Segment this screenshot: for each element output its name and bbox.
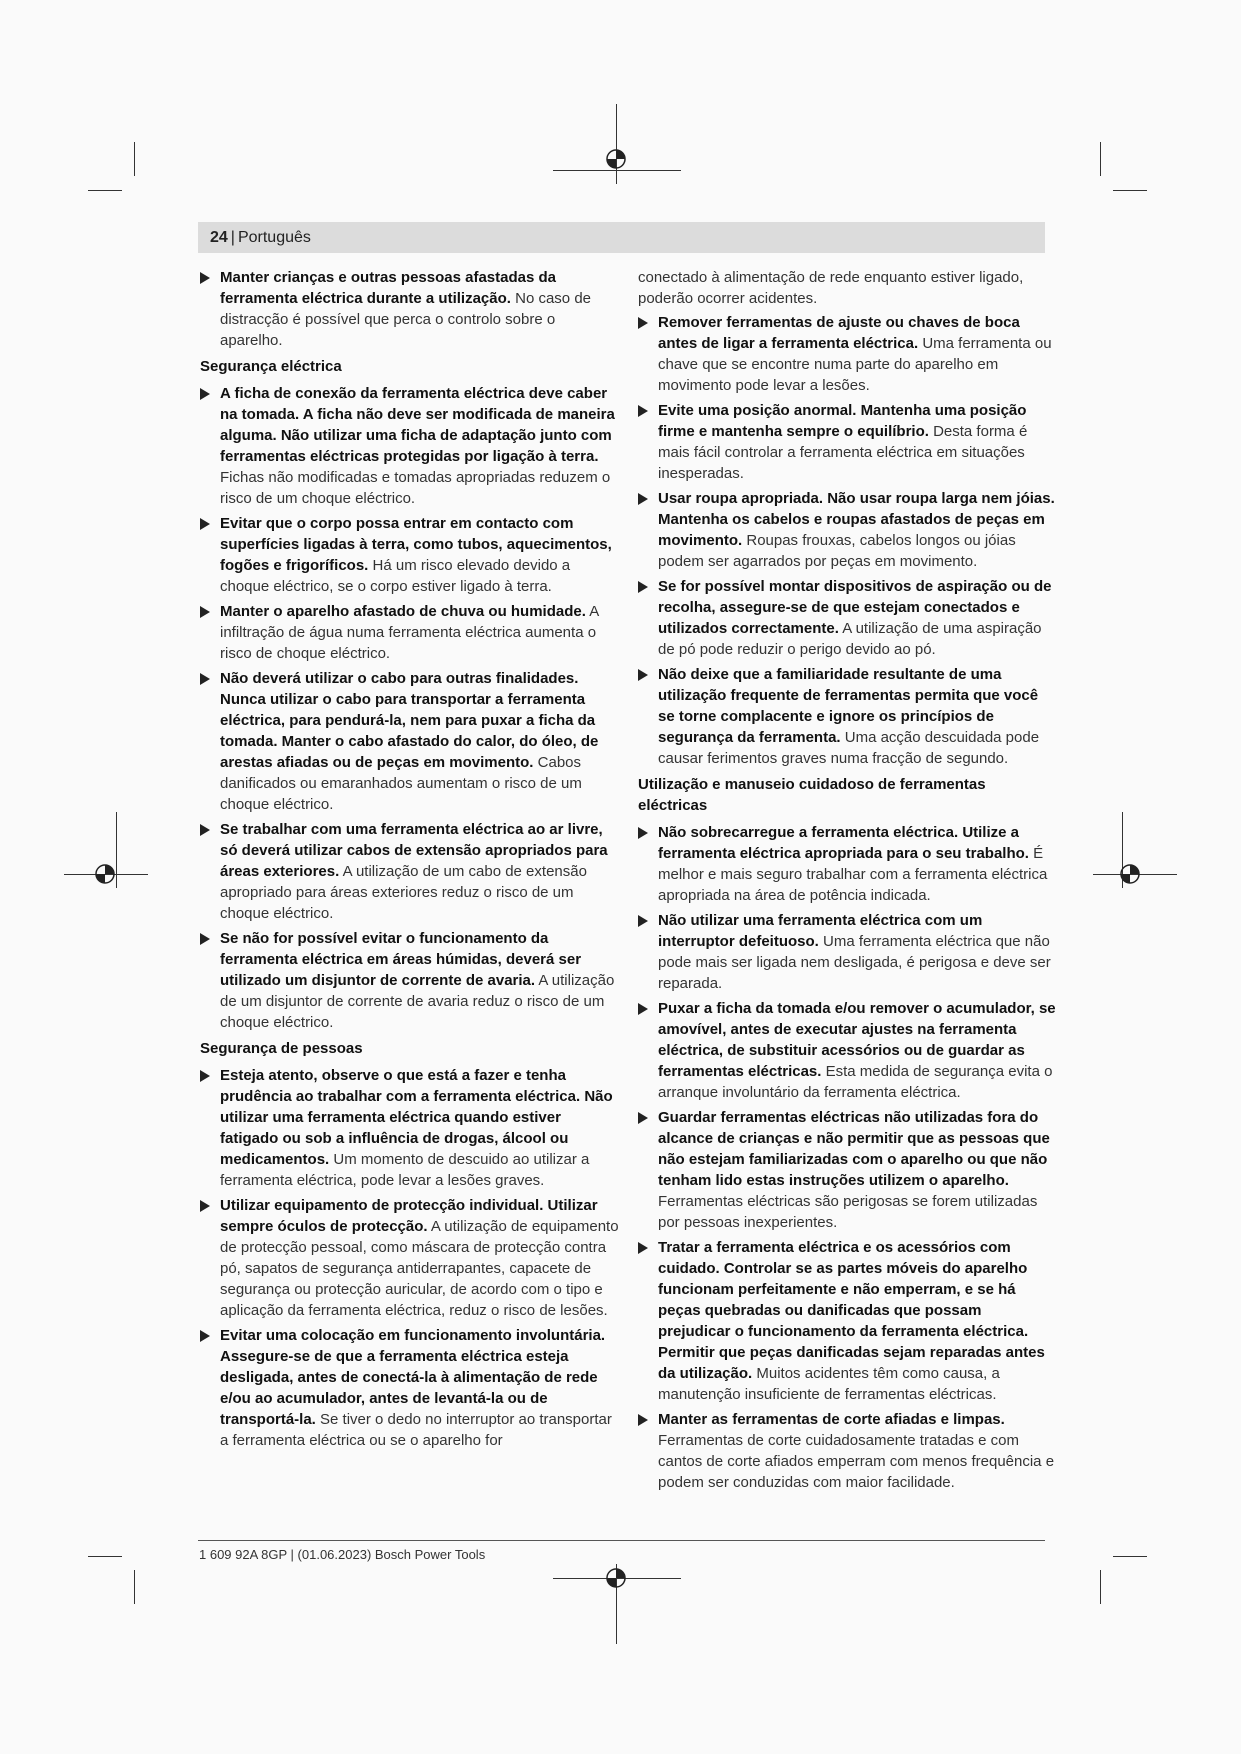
instruction-explanation: É melhor e mais seguro trabalhar com a ferramenta eléctrica apropriada na área de potência indicada. [658,845,1048,904]
page-header [198,222,1045,253]
bullet-arrow-icon [638,915,648,927]
right-column [638,267,1056,1497]
instruction-bold: Manter crianças e outras pessoas afastadas da ferramenta eléctrica durante a utilização. [220,269,556,307]
instruction-bold: Não sobrecarregue a ferramenta eléctrica. Utilize a ferramenta eléctrica apropriada para o seu trabalho. [658,824,1029,862]
registration-mark-icon [1119,863,1141,885]
bullet-arrow-icon [638,317,648,329]
safety-item [200,1195,620,1321]
instruction-bold: A ficha de conexão da ferramenta eléctrica deve caber na tomada. A ficha não deve ser modificada de maneira alguma. Não utilizar uma ficha de adaptação junto com ferramentas eléctricas protegidas por ligação à terra. [220,385,615,465]
safety-item [638,1237,1056,1405]
instruction-bold: Manter as ferramentas de corte afiadas e limpas. [658,1411,1005,1428]
page-number: 24 [210,229,228,246]
instruction-explanation: Se tiver o dedo no interruptor ao transportar a ferramenta eléctrica ou se o aparelho for [220,1411,612,1449]
instruction-explanation: A infiltração de água numa ferramenta eléctrica aumenta o risco de choque eléctrico. [220,603,599,662]
safety-item [638,400,1056,484]
bullet-arrow-icon [200,1070,210,1082]
registration-mark-icon [94,863,116,885]
crop-mark [88,190,122,191]
bullet-arrow-icon [638,1414,648,1426]
instruction-explanation: Esta medida de segurança evita o arranque involuntário da ferramenta eléctrica. [658,1063,1053,1101]
crop-mark [134,142,135,176]
footer-rule [198,1540,1045,1541]
bullet-arrow-icon [200,518,210,530]
instruction-bold: Não deverá utilizar o cabo para outras finalidades. Nunca utilizar o cabo para transportar a ferramenta eléctrica, para pendurá-la, nem para puxar a ficha da tomada. Manter o cabo afastado do calor, do óleo, de arestas afiadas ou de peças em movimento. [220,670,599,771]
instruction-bold: Guardar ferramentas eléctricas não utilizadas fora do alcance de crianças e não permitir que as pessoas que não estejam familiarizadas com o aparelho ou que não tenham lido estas instruções utilizem o aparelho. [658,1109,1050,1189]
instruction-bold: Usar roupa apropriada. Não usar roupa larga nem jóias. Mantenha os cabelos e roupas afastados de peças em movimento. [658,490,1055,549]
continued-text: conectado à alimentação de rede enquanto estiver ligado, poderão ocorrer acidentes. [638,269,1024,307]
instruction-explanation: A utilização de um cabo de extensão apropriado para áreas exteriores reduz o risco de um choque eléctrico. [220,863,587,922]
safety-item [638,664,1056,769]
bullet-arrow-icon [638,493,648,505]
instruction-explanation: Fichas não modificadas e tomadas apropriadas reduzem o risco de um choque eléctrico. [220,469,611,507]
registration-line [616,104,617,184]
safety-item [638,822,1056,906]
instruction-explanation: A utilização de um disjuntor de corrente de avaria reduz o risco de um choque eléctrico. [220,972,615,1031]
crop-mark [1113,1556,1147,1557]
crop-mark [1113,190,1147,191]
instruction-explanation: Uma acção descuidada pode causar ferimentos graves numa fracção de segundo. [658,729,1040,767]
safety-item [200,513,620,597]
instruction-explanation: Um momento de descuido ao utilizar a ferramenta eléctrica, pode levar a lesões graves. [220,1151,590,1189]
instruction-bold: Esteja atento, observe o que está a fazer e tenha prudência ao trabalhar com a ferramenta eléctrica. Não utilizar uma ferramenta eléctrica quando estiver fatigado ou sob a influência de drogas, álcool ou medicamentos. [220,1067,613,1168]
bullet-arrow-icon [200,933,210,945]
bullet-arrow-icon [638,1003,648,1015]
section-heading: Segurança eléctrica [200,358,342,375]
instruction-explanation: A utilização de uma aspiração de pó pode reduzir o perigo devido ao pó. [658,620,1042,658]
safety-item [200,267,620,351]
safety-item [638,312,1056,396]
left-column [200,267,620,1455]
instruction-explanation: Cabos danificados ou emaranhados aumentam o risco de um choque eléctrico. [220,754,582,813]
instruction-explanation: Ferramentas de corte cuidadosamente tratadas e com cantos de corte afiados emperram com menos frequência e podem ser conduzidas com maior facilidade. [658,1432,1055,1491]
safety-item [638,910,1056,994]
registration-line [553,170,681,171]
instruction-bold: Utilizar equipamento de protecção individual. Utilizar sempre óculos de protecção. [220,1197,598,1235]
safety-item [200,383,620,509]
instruction-explanation: Uma ferramenta eléctrica que não pode mais ser ligada nem desligada, é perigosa e deve ser reparada. [658,933,1051,992]
safety-item [638,576,1056,660]
instruction-explanation: Uma ferramenta ou chave que se encontre numa parte do aparelho em movimento pode levar a lesões. [658,335,1052,394]
crop-mark [1100,1570,1101,1604]
instruction-bold: Manter o aparelho afastado de chuva ou humidade. [220,603,586,620]
instruction-bold: Evitar uma colocação em funcionamento involuntária. Assegure-se de que a ferramenta eléctrica esteja desligada, antes de conectá-la à alimentação de rede e/ou ao acumulador, antes de levantá-la ou de transportá-la. [220,1327,606,1428]
instruction-explanation: A utilização de equipamento de protecção pessoal, como máscara de protecção contra pó, sapatos de segurança antiderrapantes, capacete de segurança ou protecção auricular, de acordo com o tipo e aplicação da ferramenta eléctrica, reduz o risco de lesões. [220,1218,619,1319]
bullet-arrow-icon [200,1200,210,1212]
bullet-arrow-icon [200,1330,210,1342]
instruction-explanation: Muitos acidentes têm como causa, a manutenção insuficiente de ferramentas eléctricas. [658,1365,1000,1403]
instruction-bold: Puxar a ficha da tomada e/ou remover o acumulador, se amovível, antes de executar ajustes na ferramenta eléctrica, de substituir acessórios ou de guardar as ferramentas eléctricas. [658,1000,1056,1080]
instruction-bold: Se for possível montar dispositivos de aspiração ou de recolha, assegure-se de que estejam conectados e utilizados correctamente. [658,578,1052,637]
header-language: Português [237,229,311,246]
bullet-arrow-icon [638,1112,648,1124]
section-heading: Utilização e manuseio cuidadoso de ferramentas eléctricas [638,776,986,814]
registration-mark-icon [605,148,627,170]
instruction-explanation: No caso de distracção é possível que perca o controlo sobre o aparelho. [220,290,592,349]
safety-item [200,601,620,664]
instruction-explanation: Há um risco elevado devido a choque eléctrico, se o corpo estiver ligado à terra. [220,557,571,595]
registration-line [116,812,117,888]
safety-item [200,928,620,1033]
instruction-bold: Se trabalhar com uma ferramenta eléctrica ao ar livre, só deverá utilizar cabos de extensão apropriados para áreas exteriores. [220,821,608,880]
instruction-bold: Não deixe que a familiaridade resultante de uma utilização frequente de ferramentas permita que você se torne complacente e ignore os princípios de segurança da ferramenta. [658,666,1039,746]
instruction-bold: Evite uma posição anormal. Mantenha uma posição firme e mantenha sempre o equilíbrio. [658,402,1027,440]
instruction-explanation: Desta forma é mais fácil controlar a ferramenta eléctrica em situações inesperadas. [658,423,1028,482]
bullet-arrow-icon [638,581,648,593]
bullet-arrow-icon [638,1242,648,1254]
crop-mark [1100,142,1101,176]
page-footer: 1 609 92A 8GP | (01.06.2023) Bosch Power Tools [199,1547,486,1562]
bullet-arrow-icon [638,405,648,417]
crop-mark [134,1570,135,1604]
crop-mark [88,1556,122,1557]
header-separator: | [230,229,235,246]
safety-item [200,668,620,815]
instruction-explanation: Roupas frouxas, cabelos longos ou jóias podem ser agarrados por peças em movimento. [658,532,1016,570]
registration-mark-icon [605,1567,627,1589]
instruction-bold: Tratar a ferramenta eléctrica e os acessórios com cuidado. Controlar se as partes móveis do aparelho funcionam perfeitamente e não emperram, e se há peças quebradas ou danificadas que possam prejudicar o funcionamento da ferramenta eléctrica. Permitir que peças danificadas sejam reparadas antes da utilização. [658,1239,1045,1382]
safety-item [638,1409,1056,1493]
bullet-arrow-icon [200,824,210,836]
instruction-explanation: Ferramentas eléctricas são perigosas se forem utilizadas por pessoas inexperientes. [658,1193,1038,1231]
safety-item [200,1065,620,1191]
safety-item [200,1325,620,1451]
instruction-bold: Se não for possível evitar o funcionamento da ferramenta eléctrica em áreas húmidas, deverá ser utilizado um disjuntor de corrente de avaria. [220,930,582,989]
instruction-bold: Evitar que o corpo possa entrar em contacto com superfícies ligadas à terra, como tubos, aquecimentos, fogões e frigoríficos. [220,515,612,574]
safety-item [200,819,620,924]
bullet-arrow-icon [200,606,210,618]
bullet-arrow-icon [638,669,648,681]
instruction-bold: Remover ferramentas de ajuste ou chaves de boca antes de ligar a ferramenta eléctrica. [658,314,1020,352]
safety-item [638,1107,1056,1233]
bullet-arrow-icon [200,673,210,685]
safety-item [638,998,1056,1103]
bullet-arrow-icon [200,272,210,284]
section-heading: Segurança de pessoas [200,1040,363,1057]
bullet-arrow-icon [638,827,648,839]
instruction-bold: Não utilizar uma ferramenta eléctrica com um interruptor defeituoso. [658,912,983,950]
safety-item [638,488,1056,572]
bullet-arrow-icon [200,388,210,400]
